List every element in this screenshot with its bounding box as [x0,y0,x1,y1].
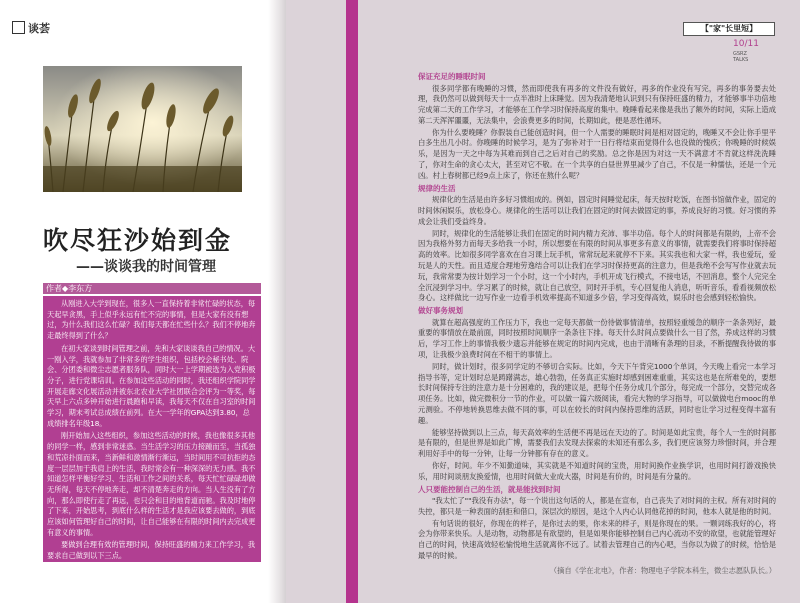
header-code: GSRZ [733,51,747,57]
intro-paragraph: 要做到合理有效的管理时间，保持旺盛的精力来工作学习，我要求自己做到以下三点。 [47,540,256,561]
reed-field-image [43,66,242,192]
intro-paragraph: 刚开始加入这些组织，参加这些活动的时候，我也像很多其他的同学一样，感到非常迷惑。当生活学习的压力接踵而至，当孤独和荒凉扑面而来，当新鲜和激情渐行渐远，当时间用不可抗拒的态度一层层加于我肩上的生活，我时常会有一种深深的无力感。我不知道怎样平衡好学习、生活和工作之间的关系，每天忙忙碌碌却做无所得，每天不停地奔走，却不清楚奔走的方向。当人生没有了方向，那么即使行走了再远，也只会和目的地背道而驰。我及时地停了下来，开始思考，到底什么样的生活才是我应该要去做的，到底应该如何管理好自己的时间，让自己能够在有限的时间内去完成更有意义的事情。 [47,431,256,537]
column-tag: 【"家"长里短】 [683,22,775,36]
section-heading: 规律的生活 [418,183,456,193]
intro-box [43,296,261,562]
author-bar [43,283,261,294]
body-paragraph: 就算在超高强度的工作压力下，我也一定每天都做一份待做事情清单，按照轻重缓急的顺序一条条列好，最重要的事情放在最前面，同时按照时间顺序一条条往下排。每天什么时间点要做什么一目了然，养成这样的习惯后，学习工作上的事情我极少遗忘并能够在规定的时间内完成，也由于清晰有条理的目录，不断提醒我待做的事项，让我极少浪费时间在不相干的事情上。 [418,317,776,360]
header-english: TALKS [733,57,749,63]
reed-photo [43,66,242,192]
section-heading: 做好事务规划 [418,306,463,316]
left-page [0,0,278,603]
decorative-band [346,0,358,603]
author-name: 作者◆李东方 [46,284,93,293]
intro-paragraph: 在初大家谈到时间管理之前，先和大家谈谈我自己的情况。大一刚入学，我就参加了非常多的学生组织，包括校会秘书处、院会、分团委和微尘志愿者服务队，同时大一上学期被选为入党积极分子，进行党课培训。在参加这些活动的同时，我还组织学院同学开展走廊文化展活动并被东北农业大学社团联合会评为一等奖，每天早上六点多钟开始进行晨跑和早读，我每天不仅在自习室的时间学习，期末考试总成绩在前列。在大一学年的GPA达到3.80，总成绩排名年级18。 [47,343,256,428]
body-paragraph: 你为什么要晚睡？你假装自己能创造时间，但一个人需要的睡眠时间是相对固定的，晚睡又不会让你手里平白多生出几小时。你晚睡的时候学习，是为了弥补对于一日行将结束而觉得什么也没做的愧疚；你晚睡的时候娱乐，是因为一天之中每为其难而到自己之后对自己的奖励。总之你是因为对这一天不满意才不肯就这样洗洗睡了，你对生命的贪心太大，甚至对它不敬。在一个共享的白昼世界里减少了自己，不仅是一种懦怯，还是一个元凶。村上春树都已经9点上床了，你还在熬什么呢？ [418,127,776,180]
article-title: 吹尽狂沙始到金 [43,226,233,255]
body-paragraph: 能够坚持做到以上三点，每天高效率的生活便不再是远在天边的了。时间是如此宝贵，每个人一生的时间都是有限的，但是世界是如此广博，需要我们去发现去探索的未知还有那么多，我们更应该努力珍惜时间，并合理利用好手中的每一分钟，让每一分钟都有存在的意义。 [418,427,776,459]
body-paragraph: 规律化的生活是由许多好习惯组成的。例如，固定时间睡觉起床，每天按时吃饭，在图书馆做作业，固定的时间休闲娱乐，放松身心。规律化的生活可以让我们在固定的时间去做固定的事，养成良好的习惯。好习惯的养成会让我们受益终身。 [418,195,776,226]
section-heading: 人只要能控制自己的生活，就是能找到时间 [418,484,561,494]
body-paragraph: 你好，时间。年少不知勤道味，其实就是不知道时间的宝贵，用时间换作业换学识，也用时间打游戏换快乐，用时间谈朋友换爱情，也用时间做大业成大器，时间是有价的，时间是有分量的。 [418,461,776,481]
source-credit: （摘自《学在北电》，作者：物理电子学院本科生，微尘志愿队队长。） [549,565,776,575]
magazine-logo: 谈荟 [12,20,50,36]
body-paragraph: 很多同学都有晚睡的习惯，然而即使我有再多的文件没有做好，再多的作业没有写完，再多的事务要去处理，我仍然可以做到每天十一点半准时上床睡觉。因为我清楚地认识到只有保持旺盛的精力，才能够事半功倍地完成第二天的工作学习，才能够在工作学习时保持高度的集中。晚睡看起来像是我出了额外的时间，实际上造成第二天浑浑噩噩，无法集中，会浪费更多的时间，长期如此，便是恶性循环。 [418,83,776,125]
page-spine [268,0,288,603]
body-paragraph: "我太忙了""我没有办法"，每一个说出这句话的人，都是在宣布，自己丧失了对时间的主权。所有对时间的失控，都只是一种表面的刮拒和借口，深层次的原因，是这个人内心认同他花掉的时间，他本人就是他的时间。 [418,496,776,516]
body-paragraph: 有句话说的很好，你现在的样子，是你过去的果，你未来的样子，则是你现在的果。一颗词练我好的心，将会为你带来快乐。人是动物，动物都是有欲望的，但是如果你能够控制自己内心流动不安的欲望，也就能管理好自己的时间，快速高效轻松愉悦地生活就离你不远了。试着去管理自己的内心吧，当你以为做了的时候，恰恰是最早的时候。 [418,518,776,561]
section-heading: 保证充足的睡眠时间 [418,72,486,81]
body-paragraph: 同时，做计划时，很多同学定的不够切合实际。比如，今天下午背完1000个单词，今天晚上看完一本学习指导书等，定计划时总是踌躇满志，雄心勃勃，任务真正实施时却感到困难重重，其实这也是在所难免的，要想长时间保持专注的注意力是十分困难的，我的建议是，把每个任务分成几个部分，每完成一个部分，交替完成各项任务。比如，做完微积分一节的作业，可以做一篇六级阅读，看完大物的学习指导，可以做做电台mooc的单元测验。不停地转换思维去做不同的事，可以在较长的时间内保持思维的活跃，同时也让学习过程变得丰富有趣。 [418,361,776,425]
intro-paragraph: 从刚进入大学到现在，很多人一直保持着非常忙碌的状态，每天起早贪黑，手上似乎永远有忙不完的事情，但是大家有没有想过，为什么我们这么忙碌？我们每天都在忙些什么？我们不停地奔走最终得到了什么？ [47,299,256,341]
logo-mark-icon [12,21,25,34]
page-numbers: 10/11 [733,39,759,49]
body-paragraph: 同时，规律化的生活能够让我们在固定的时间内精力充沛、事半功倍。每个人的时间都是有限的，上帝不会因为我格外努力而每天多给我一小时，所以想要在有限的时间从事更多有意义的事情，就需要我们将事时保持超高的效率。比如很多同学喜欢在自习课上玩手机，常常玩起来就停不下来。其实我也和大家一样，我也爱玩，爱玩是人的天性。而且适度合理地劳逸结合可以让我们在学习时保持更高的注意力，但是我绝不会写写作业就去玩玩，我常常要为按计划学习一个小时，这一个小时内，手机开成飞行模式，不接电话，不回消息，整个人完完全全沉浸到学习中。学习累了的时候，就让自己放空，同时开手机，专心回复他人消息，听听音乐，看看视频放松身心。这样做比一边写作业一边看手机效率提高不知道多少倍，学习变得高效，娱乐时也会感到轻松愉快。 [418,228,776,303]
article-subtitle: ——谈谈我的时间管理 [76,259,216,275]
article-body [418,70,776,578]
